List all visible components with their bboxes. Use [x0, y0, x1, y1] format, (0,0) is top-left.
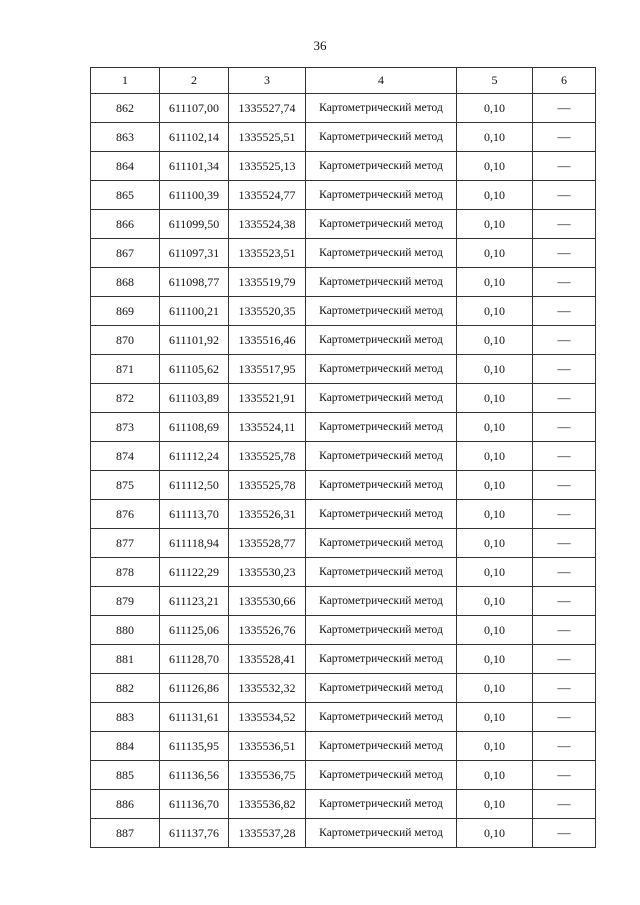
x-coordinate-cell: 611135,95 [160, 732, 229, 761]
y-coordinate-cell: 1335524,11 [229, 413, 306, 442]
x-coordinate-cell: 611103,89 [160, 384, 229, 413]
point-number-cell: 884 [91, 732, 160, 761]
table-row [91, 355, 596, 384]
table-row [91, 384, 596, 413]
note-cell: — [533, 471, 596, 500]
table-row [91, 529, 596, 558]
y-coordinate-cell: 1335536,75 [229, 761, 306, 790]
table-row [91, 732, 596, 761]
table-row [91, 152, 596, 181]
x-coordinate-cell: 611100,39 [160, 181, 229, 210]
table-row [91, 297, 596, 326]
table-row [91, 761, 596, 790]
method-cell: Картометрический метод [306, 645, 457, 674]
y-coordinate-cell: 1335523,51 [229, 239, 306, 268]
x-coordinate-cell: 611097,31 [160, 239, 229, 268]
y-coordinate-cell: 1335536,82 [229, 790, 306, 819]
x-coordinate-cell: 611136,56 [160, 761, 229, 790]
column-header: 1 [91, 68, 160, 94]
table-row [91, 500, 596, 529]
table-body [91, 94, 596, 848]
x-coordinate-cell: 611107,00 [160, 94, 229, 123]
y-coordinate-cell: 1335530,23 [229, 558, 306, 587]
accuracy-cell: 0,10 [457, 645, 533, 674]
x-coordinate-cell: 611123,21 [160, 587, 229, 616]
point-number-cell: 871 [91, 355, 160, 384]
table-row [91, 442, 596, 471]
note-cell: — [533, 761, 596, 790]
accuracy-cell: 0,10 [457, 703, 533, 732]
point-number-cell: 883 [91, 703, 160, 732]
point-number-cell: 886 [91, 790, 160, 819]
table-row [91, 819, 596, 848]
x-coordinate-cell: 611100,21 [160, 297, 229, 326]
note-cell: — [533, 645, 596, 674]
y-coordinate-cell: 1335516,46 [229, 326, 306, 355]
accuracy-cell: 0,10 [457, 471, 533, 500]
table-row [91, 413, 596, 442]
y-coordinate-cell: 1335525,13 [229, 152, 306, 181]
y-coordinate-cell: 1335525,51 [229, 123, 306, 152]
x-coordinate-cell: 611131,61 [160, 703, 229, 732]
note-cell: — [533, 587, 596, 616]
note-cell: — [533, 819, 596, 848]
note-cell: — [533, 297, 596, 326]
table-row [91, 94, 596, 123]
accuracy-cell: 0,10 [457, 268, 533, 297]
x-coordinate-cell: 611113,70 [160, 500, 229, 529]
method-cell: Картометрический метод [306, 500, 457, 529]
point-number-cell: 872 [91, 384, 160, 413]
x-coordinate-cell: 611112,50 [160, 471, 229, 500]
point-number-cell: 866 [91, 210, 160, 239]
note-cell: — [533, 123, 596, 152]
method-cell: Картометрический метод [306, 761, 457, 790]
point-number-cell: 882 [91, 674, 160, 703]
y-coordinate-cell: 1335526,76 [229, 616, 306, 645]
note-cell: — [533, 500, 596, 529]
y-coordinate-cell: 1335527,74 [229, 94, 306, 123]
accuracy-cell: 0,10 [457, 732, 533, 761]
note-cell: — [533, 268, 596, 297]
method-cell: Картометрический метод [306, 181, 457, 210]
method-cell: Картометрический метод [306, 268, 457, 297]
method-cell: Картометрический метод [306, 558, 457, 587]
accuracy-cell: 0,10 [457, 326, 533, 355]
accuracy-cell: 0,10 [457, 123, 533, 152]
method-cell: Картометрический метод [306, 413, 457, 442]
note-cell: — [533, 674, 596, 703]
y-coordinate-cell: 1335520,35 [229, 297, 306, 326]
accuracy-cell: 0,10 [457, 181, 533, 210]
method-cell: Картометрический метод [306, 210, 457, 239]
point-number-cell: 869 [91, 297, 160, 326]
table-row [91, 558, 596, 587]
note-cell: — [533, 181, 596, 210]
method-cell: Картометрический метод [306, 239, 457, 268]
point-number-cell: 887 [91, 819, 160, 848]
accuracy-cell: 0,10 [457, 152, 533, 181]
accuracy-cell: 0,10 [457, 529, 533, 558]
method-cell: Картометрический метод [306, 587, 457, 616]
column-header: 6 [533, 68, 596, 94]
y-coordinate-cell: 1335521,91 [229, 384, 306, 413]
y-coordinate-cell: 1335537,28 [229, 819, 306, 848]
point-number-cell: 885 [91, 761, 160, 790]
x-coordinate-cell: 611101,34 [160, 152, 229, 181]
table-row [91, 123, 596, 152]
y-coordinate-cell: 1335524,38 [229, 210, 306, 239]
accuracy-cell: 0,10 [457, 442, 533, 471]
y-coordinate-cell: 1335524,77 [229, 181, 306, 210]
point-number-cell: 870 [91, 326, 160, 355]
y-coordinate-cell: 1335528,41 [229, 645, 306, 674]
x-coordinate-cell: 611112,24 [160, 442, 229, 471]
y-coordinate-cell: 1335517,95 [229, 355, 306, 384]
point-number-cell: 868 [91, 268, 160, 297]
method-cell: Картометрический метод [306, 471, 457, 500]
note-cell: — [533, 703, 596, 732]
method-cell: Картометрический метод [306, 326, 457, 355]
table-row [91, 268, 596, 297]
method-cell: Картометрический метод [306, 442, 457, 471]
y-coordinate-cell: 1335526,31 [229, 500, 306, 529]
accuracy-cell: 0,10 [457, 297, 533, 326]
table-row [91, 616, 596, 645]
x-coordinate-cell: 611126,86 [160, 674, 229, 703]
y-coordinate-cell: 1335525,78 [229, 471, 306, 500]
x-coordinate-cell: 611102,14 [160, 123, 229, 152]
point-number-cell: 873 [91, 413, 160, 442]
method-cell: Картометрический метод [306, 616, 457, 645]
accuracy-cell: 0,10 [457, 355, 533, 384]
column-header: 2 [160, 68, 229, 94]
x-coordinate-cell: 611122,29 [160, 558, 229, 587]
point-number-cell: 877 [91, 529, 160, 558]
point-number-cell: 862 [91, 94, 160, 123]
method-cell: Картометрический метод [306, 152, 457, 181]
table-row [91, 239, 596, 268]
x-coordinate-cell: 611105,62 [160, 355, 229, 384]
accuracy-cell: 0,10 [457, 239, 533, 268]
table-row [91, 326, 596, 355]
point-number-cell: 864 [91, 152, 160, 181]
y-coordinate-cell: 1335528,77 [229, 529, 306, 558]
point-number-cell: 878 [91, 558, 160, 587]
method-cell: Картометрический метод [306, 703, 457, 732]
table-row [91, 703, 596, 732]
accuracy-cell: 0,10 [457, 761, 533, 790]
y-coordinate-cell: 1335519,79 [229, 268, 306, 297]
note-cell: — [533, 94, 596, 123]
point-number-cell: 867 [91, 239, 160, 268]
table-row [91, 645, 596, 674]
x-coordinate-cell: 611101,92 [160, 326, 229, 355]
method-cell: Картометрический метод [306, 355, 457, 384]
method-cell: Картометрический метод [306, 529, 457, 558]
x-coordinate-cell: 611098,77 [160, 268, 229, 297]
point-number-cell: 876 [91, 500, 160, 529]
note-cell: — [533, 152, 596, 181]
method-cell: Картометрический метод [306, 384, 457, 413]
note-cell: — [533, 413, 596, 442]
point-number-cell: 874 [91, 442, 160, 471]
note-cell: — [533, 732, 596, 761]
x-coordinate-cell: 611137,76 [160, 819, 229, 848]
table-row [91, 587, 596, 616]
accuracy-cell: 0,10 [457, 413, 533, 442]
y-coordinate-cell: 1335536,51 [229, 732, 306, 761]
point-number-cell: 875 [91, 471, 160, 500]
note-cell: — [533, 210, 596, 239]
y-coordinate-cell: 1335525,78 [229, 442, 306, 471]
table-row [91, 181, 596, 210]
table-header-row [91, 68, 596, 94]
x-coordinate-cell: 611128,70 [160, 645, 229, 674]
method-cell: Картометрический метод [306, 297, 457, 326]
x-coordinate-cell: 611118,94 [160, 529, 229, 558]
accuracy-cell: 0,10 [457, 819, 533, 848]
y-coordinate-cell: 1335534,52 [229, 703, 306, 732]
table-row [91, 210, 596, 239]
note-cell: — [533, 442, 596, 471]
accuracy-cell: 0,10 [457, 558, 533, 587]
point-number-cell: 881 [91, 645, 160, 674]
point-number-cell: 880 [91, 616, 160, 645]
accuracy-cell: 0,10 [457, 384, 533, 413]
accuracy-cell: 0,10 [457, 587, 533, 616]
coordinates-table [90, 67, 596, 848]
note-cell: — [533, 239, 596, 268]
method-cell: Картометрический метод [306, 674, 457, 703]
x-coordinate-cell: 611108,69 [160, 413, 229, 442]
column-header: 3 [229, 68, 306, 94]
note-cell: — [533, 326, 596, 355]
accuracy-cell: 0,10 [457, 674, 533, 703]
note-cell: — [533, 529, 596, 558]
table-row [91, 674, 596, 703]
method-cell: Картометрический метод [306, 732, 457, 761]
table-row [91, 471, 596, 500]
accuracy-cell: 0,10 [457, 210, 533, 239]
point-number-cell: 865 [91, 181, 160, 210]
column-header: 4 [306, 68, 457, 94]
y-coordinate-cell: 1335530,66 [229, 587, 306, 616]
method-cell: Картометрический метод [306, 94, 457, 123]
note-cell: — [533, 384, 596, 413]
accuracy-cell: 0,10 [457, 616, 533, 645]
accuracy-cell: 0,10 [457, 500, 533, 529]
method-cell: Картометрический метод [306, 819, 457, 848]
method-cell: Картометрический метод [306, 123, 457, 152]
x-coordinate-cell: 611136,70 [160, 790, 229, 819]
x-coordinate-cell: 611099,50 [160, 210, 229, 239]
point-number-cell: 879 [91, 587, 160, 616]
note-cell: — [533, 558, 596, 587]
page-number: 36 [313, 38, 327, 53]
method-cell: Картометрический метод [306, 790, 457, 819]
column-header: 5 [457, 68, 533, 94]
note-cell: — [533, 355, 596, 384]
table-row [91, 790, 596, 819]
accuracy-cell: 0,10 [457, 790, 533, 819]
accuracy-cell: 0,10 [457, 94, 533, 123]
note-cell: — [533, 616, 596, 645]
note-cell: — [533, 790, 596, 819]
x-coordinate-cell: 611125,06 [160, 616, 229, 645]
point-number-cell: 863 [91, 123, 160, 152]
y-coordinate-cell: 1335532,32 [229, 674, 306, 703]
